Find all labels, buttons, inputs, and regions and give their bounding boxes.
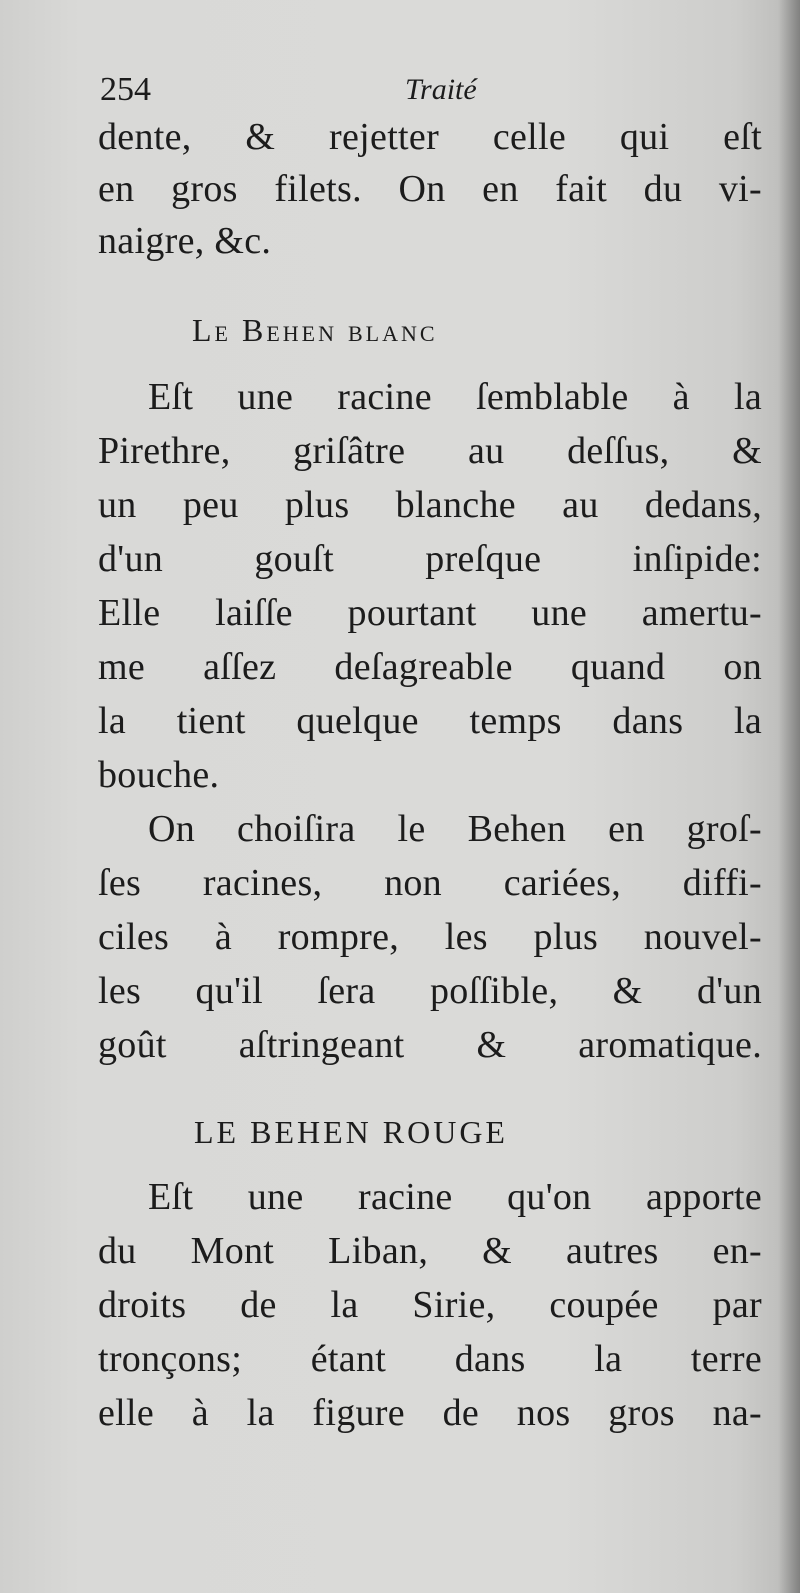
text-line: un peu plus blanche au dedans, bbox=[98, 484, 762, 526]
text-line: Pirethre, griſâtre au deſſus, & bbox=[98, 430, 762, 472]
text-line: en gros filets. On en fait du vi- bbox=[98, 168, 762, 210]
text-line: tronçons; étant dans la terre bbox=[98, 1338, 762, 1380]
text-line: naigre, &c. bbox=[98, 220, 272, 262]
running-title: Traité bbox=[405, 73, 477, 106]
text-line: ſes racines, non cariées, diffi- bbox=[98, 862, 762, 904]
text-line: bouche. bbox=[98, 754, 220, 796]
text-line: la tient quelque temps dans la bbox=[98, 700, 762, 742]
text-line: me aſſez deſagreable quand on bbox=[98, 646, 762, 688]
text-line: ciles à rompre, les plus nouvel- bbox=[98, 916, 762, 958]
page-edge-shadow bbox=[778, 0, 800, 1593]
text-line: dente, & rejetter celle qui eſt bbox=[98, 116, 762, 158]
text-line: elle à la figure de nos gros na- bbox=[98, 1392, 762, 1434]
text-line: Eſt une racine ſemblable à la bbox=[148, 376, 762, 418]
page-header bbox=[100, 70, 520, 110]
text-line: Eſt une racine qu'on apporte bbox=[148, 1176, 762, 1218]
text-line: goût aſtringeant & aromatique. bbox=[98, 1024, 762, 1066]
page-number: 254 bbox=[100, 71, 151, 108]
section-heading: Le Behen blanc bbox=[192, 312, 438, 348]
text-line: Elle laiſſe pourtant une amertu- bbox=[98, 592, 762, 634]
section-heading: LE BEHEN ROUGE bbox=[194, 1114, 508, 1150]
text-line: droits de la Sirie, coupée par bbox=[98, 1284, 762, 1326]
text-line: du Mont Liban, & autres en- bbox=[98, 1230, 762, 1272]
text-line: d'un gouſt preſque inſipide: bbox=[98, 538, 762, 580]
text-line: On choiſira le Behen en groſ- bbox=[148, 808, 762, 850]
text-line: les qu'il ſera poſſible, & d'un bbox=[98, 970, 762, 1012]
